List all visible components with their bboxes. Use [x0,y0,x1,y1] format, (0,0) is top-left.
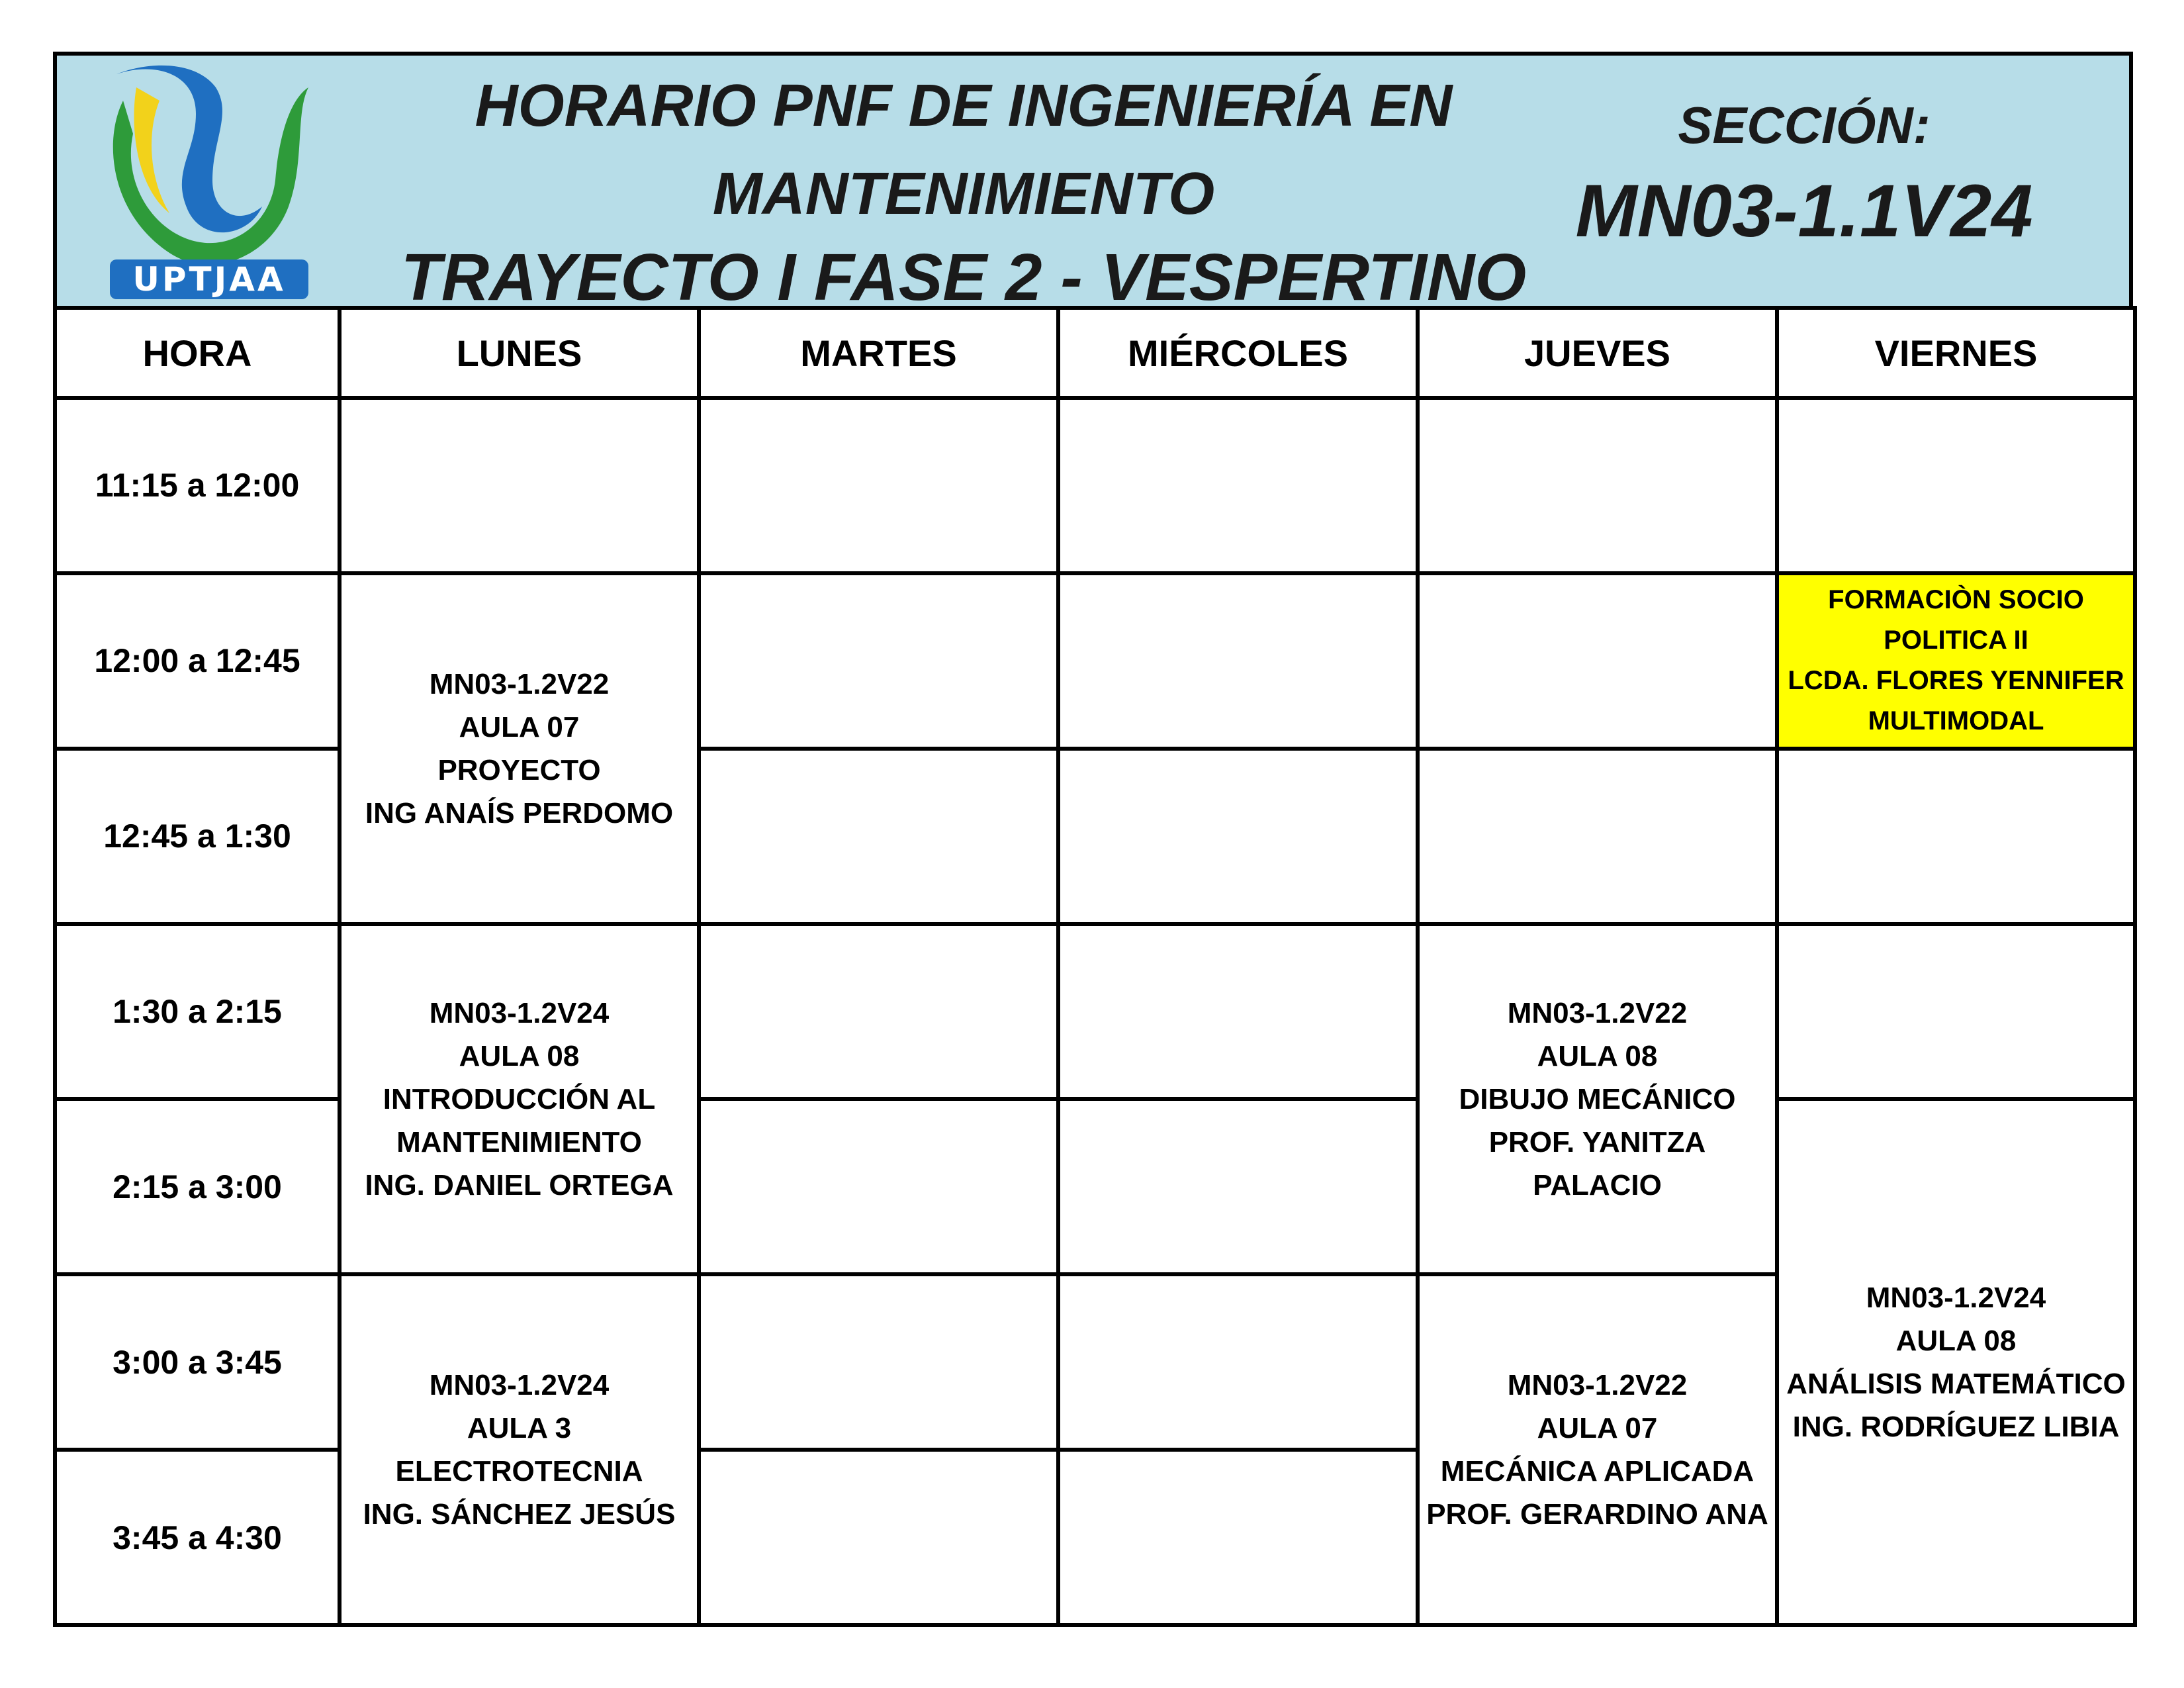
class-modality: MULTIMODAL [1868,706,2044,736]
class-section: MN03-1.2V22 [1507,996,1688,1029]
class-cell-viernes-analisis [1777,1099,2135,1625]
empty-slot [340,398,699,573]
col-header-martes: MARTES [699,308,1058,398]
schedule-table [53,306,2137,1627]
table-row [55,573,2135,749]
col-header-hora: HORA [55,308,340,398]
hour-cell: 12:00 a 12:45 [55,573,340,749]
class-teacher: PROF. YANITZA PALACIO [1488,1125,1706,1201]
title-line-3: TRAYECTO I FASE 2 - VESPERTINO [400,240,1527,314]
section-label: SECCIÓN: [1678,96,1931,154]
class-room: AULA 3 [467,1412,572,1445]
hour-cell: 3:00 a 3:45 [55,1274,340,1450]
class-section: MN03-1.2V24 [1866,1281,2046,1314]
class-subject: ELECTROTECNIA [395,1455,643,1488]
empty-slot [1418,398,1777,573]
col-header-jueves: JUEVES [1418,308,1777,398]
class-room: AULA 07 [459,710,580,743]
class-cell-jueves-dibujo [1418,924,1777,1275]
empty-slot [1777,749,2135,924]
col-header-viernes: VIERNES [1777,308,2135,398]
class-teacher: PROF. GERARDINO ANA [1426,1498,1768,1531]
class-cell-jueves-mecanica [1418,1274,1777,1625]
class-room: AULA 08 [1537,1039,1658,1072]
hour-cell: 12:45 a 1:30 [55,749,340,924]
empty-slot [1058,924,1418,1100]
class-teacher: ING. RODRÍGUEZ LIBIA [1792,1410,2120,1443]
class-section: MN03-1.2V24 [429,996,610,1029]
class-room: AULA 08 [1895,1324,2017,1357]
uptjaa-logo [97,61,315,306]
empty-slot [699,1274,1058,1450]
empty-slot [1058,398,1418,573]
hour-cell: 2:15 a 3:00 [55,1099,340,1274]
logo-text: UPTJAA [132,260,286,299]
section-code: MN03-1.1V24 [1575,169,2033,252]
class-section: MN03-1.2V22 [1507,1369,1688,1402]
class-teacher: LCDA. FLORES YENNIFER [1788,666,2124,696]
class-cell-lunes-introduccion [340,924,699,1275]
empty-slot [699,398,1058,573]
empty-slot [699,573,1058,749]
class-subject: POLITICA II [1884,626,2028,655]
class-cell-viernes-formacion [1777,573,2135,749]
section-block [1473,89,2135,261]
class-room: AULA 08 [459,1039,580,1072]
col-header-lunes: LUNES [340,308,699,398]
table-row [55,924,2135,1100]
empty-slot [1777,924,2135,1100]
empty-slot [699,1099,1058,1274]
empty-slot [1418,573,1777,749]
class-subject: INTRODUCCIÓN AL [383,1082,656,1115]
header-row [55,308,2135,398]
schedule-title [348,62,1579,316]
empty-slot [1777,398,2135,573]
title-line-1: HORARIO PNF DE INGENIERÍA EN [475,73,1453,139]
empty-slot [1058,1274,1418,1450]
class-teacher: ING. DANIEL ORTEGA [365,1168,674,1201]
class-subject: MECÁNICA APLICADA [1440,1455,1754,1488]
class-subject: ANÁLISIS MATEMÁTICO [1786,1367,2126,1400]
empty-slot [1418,749,1777,924]
empty-slot [1058,1099,1418,1274]
class-cell-lunes-proyecto [340,573,699,924]
title-line-2: MANTENIMIENTO [712,161,1215,227]
class-teacher: ING ANAÍS PERDOMO [365,796,674,829]
class-subject: PROYECTO [437,753,601,786]
empty-slot [1058,749,1418,924]
hour-cell: 11:15 a 12:00 [55,398,340,573]
empty-slot [699,749,1058,924]
schedule-header [53,52,2133,314]
class-subject: DIBUJO MECÁNICO [1459,1082,1736,1115]
class-subject: FORMACIÒN SOCIO [1828,585,2084,615]
class-teacher: ING. SÁNCHEZ JESÚS [363,1498,676,1531]
empty-slot [1058,1450,1418,1625]
class-subject: MANTENIMIENTO [396,1125,642,1158]
table-row [55,398,2135,573]
class-section: MN03-1.2V24 [429,1369,610,1402]
col-header-miercoles: MIÉRCOLES [1058,308,1418,398]
class-room: AULA 07 [1537,1412,1658,1445]
empty-slot [699,1450,1058,1625]
empty-slot [699,924,1058,1100]
class-cell-lunes-electrotecnia [340,1274,699,1625]
empty-slot [1058,573,1418,749]
hour-cell: 1:30 a 2:15 [55,924,340,1100]
hour-cell: 3:45 a 4:30 [55,1450,340,1625]
class-section: MN03-1.2V22 [429,667,610,700]
